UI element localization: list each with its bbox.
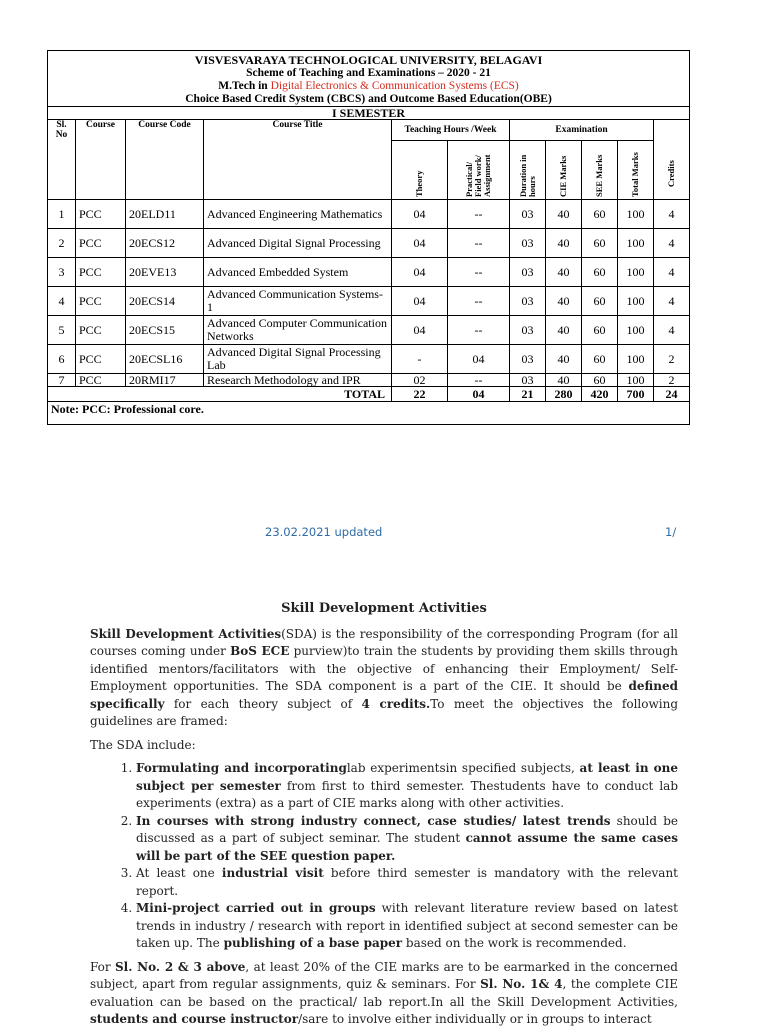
cell-course: PCC <box>76 229 126 258</box>
sda-closing <box>90 959 678 1029</box>
theory-label: Theory <box>414 170 424 197</box>
cell-cie: 40 <box>546 200 582 229</box>
cell-total: 100 <box>618 374 654 387</box>
col-theory <box>392 141 448 200</box>
cell-total: 100 <box>618 200 654 229</box>
text-run: In courses with strong industry connect, case studies/ latest trends <box>136 813 611 828</box>
col-see <box>582 141 618 200</box>
cell-practical: -- <box>448 229 510 258</box>
text-run: before third semester is mandatory with the relevant report. <box>136 866 678 898</box>
col-course-code: Course Code <box>126 120 204 200</box>
cell-total: 100 <box>618 229 654 258</box>
course-row <box>48 229 690 258</box>
text-run: At least one <box>136 866 222 880</box>
total-marks: 700 <box>618 387 654 402</box>
cell-duration: 03 <box>510 229 546 258</box>
cell-see: 60 <box>582 258 618 287</box>
cie-label: CIE Marks <box>558 155 568 197</box>
cell-sl-no: 4 <box>48 287 76 316</box>
text-run: should be discussed as a part of subject seminar. The student <box>136 813 678 845</box>
cell-total: 100 <box>618 345 654 374</box>
cell-sl-no: 7 <box>48 374 76 387</box>
sda-intro <box>90 626 678 731</box>
cell-theory: 04 <box>392 200 448 229</box>
cell-course-code: 20ECS15 <box>126 316 204 345</box>
text-run: cannot assume the same cases will be part of the SEE question paper. <box>136 831 678 863</box>
col-teaching-hours: Teaching Hours /Week <box>392 120 510 141</box>
total-practical: 04 <box>448 387 510 402</box>
cell-credits: 4 <box>654 258 690 287</box>
total-credits: 24 <box>654 387 690 402</box>
text-run: To meet the objectives the following guidelines are framed: <box>90 696 678 728</box>
sda-list-item <box>136 760 678 813</box>
text-run: Mini-project carried out in groups <box>136 901 376 915</box>
text-run: For <box>90 959 116 974</box>
duration-label: Duration in hours <box>517 154 537 197</box>
text-run: (SDA) is the responsibility of the corresponding Program (for all courses coming under <box>90 626 678 658</box>
semester-title: I SEMESTER <box>48 107 690 120</box>
cell-course-code: 20RMI17 <box>126 374 204 387</box>
cell-course-title: Advanced Embedded System <box>204 258 392 287</box>
scheme-title: Scheme of Teaching and Examinations – 2020 - 21 <box>246 67 491 79</box>
text-run: industrial visit <box>221 866 324 880</box>
cell-practical: -- <box>448 287 510 316</box>
col-cie <box>546 141 582 200</box>
cell-cie: 40 <box>546 287 582 316</box>
program-name: Digital Electronics & Communication Systems (ECS) <box>270 80 519 92</box>
text-run: with relevant literature review based on latest trends in industry / research with report in identified subject at second semester can be taken up. The <box>136 901 678 950</box>
text-run: , at least 20% of the CIE marks are to be earmarked in the concerned subject, apart from regular assignments, quiz & seminars. For <box>90 959 678 991</box>
text-run: students and course instructor <box>90 1012 299 1026</box>
cell-practical: 04 <box>448 345 510 374</box>
cell-see: 60 <box>582 374 618 387</box>
see-label: SEE Marks <box>594 154 604 197</box>
sda-list-item <box>136 900 678 953</box>
page-number: 1/ <box>665 525 677 539</box>
col-total <box>618 141 654 200</box>
text-run: defined specifically <box>90 679 678 711</box>
sda-list-item <box>136 865 678 900</box>
cell-course: PCC <box>76 316 126 345</box>
cell-course-title: Advanced Digital Signal Processing Lab <box>204 345 392 374</box>
university-name: VISVESVARAYA TECHNOLOGICAL UNIVERSITY, BELAGAVI <box>194 53 543 67</box>
cell-total: 100 <box>618 316 654 345</box>
cell-course-code: 20ECS12 <box>126 229 204 258</box>
course-rows <box>48 200 690 387</box>
cell-cie: 40 <box>546 316 582 345</box>
text-run: Skill Development Activities <box>90 626 282 641</box>
cell-duration: 03 <box>510 345 546 374</box>
cell-credits: 4 <box>654 229 690 258</box>
cell-duration: 03 <box>510 200 546 229</box>
cell-theory: 04 <box>392 258 448 287</box>
cell-practical: -- <box>448 316 510 345</box>
total-theory: 22 <box>392 387 448 402</box>
course-row <box>48 258 690 287</box>
total-label: Total Marks <box>630 152 640 197</box>
text-run: for each theory subject of <box>164 696 362 711</box>
cell-credits: 4 <box>654 316 690 345</box>
cell-duration: 03 <box>510 374 546 387</box>
update-date: 23.02.2021 updated <box>265 525 383 539</box>
cell-course-code: 20ECSL16 <box>126 345 204 374</box>
text-run: publishing of a base paper <box>223 936 403 950</box>
col-credits <box>654 120 690 200</box>
cell-course: PCC <box>76 258 126 287</box>
text-run: /sare to involve either individually or in groups to interact <box>298 1012 652 1026</box>
cell-cie: 40 <box>546 258 582 287</box>
program-line <box>51 80 686 93</box>
cell-practical: -- <box>448 258 510 287</box>
table-note: Note: PCC: Professional core. <box>48 402 690 425</box>
col-sl-no: Sl. No <box>48 120 76 200</box>
text-run: Formulating and incorporating <box>136 761 347 775</box>
scheme-table <box>47 50 690 425</box>
cell-credits: 4 <box>654 287 690 316</box>
course-row <box>48 200 690 229</box>
cell-theory: 04 <box>392 229 448 258</box>
text-run: purview)to train the students by providing them skills through identified mentors/facilitators with the objective of enhancing their Employment/ Self-Employment opportunities. The SDA component is a part of the CIE. It should be <box>90 644 678 693</box>
cell-credits: 2 <box>654 345 690 374</box>
cell-theory: 04 <box>392 287 448 316</box>
text-run: BoS ECE <box>230 644 290 658</box>
col-duration <box>510 141 546 200</box>
course-row <box>48 374 690 387</box>
program-prefix: M.Tech in <box>218 80 271 92</box>
text-run: from first to third semester. Thestudents have to conduct lab experiments (extra) as a part of CIE marks along with other activities. <box>136 778 678 810</box>
cell-course-code: 20ECS14 <box>126 287 204 316</box>
cell-see: 60 <box>582 200 618 229</box>
cell-credits: 2 <box>654 374 690 387</box>
cell-sl-no: 2 <box>48 229 76 258</box>
cell-cie: 40 <box>546 345 582 374</box>
course-row <box>48 345 690 374</box>
cell-course: PCC <box>76 374 126 387</box>
cell-practical: -- <box>448 374 510 387</box>
scheme-section <box>47 50 689 425</box>
col-practical <box>448 141 510 200</box>
cell-course: PCC <box>76 200 126 229</box>
cell-course-title: Advanced Computer Communication Networks <box>204 316 392 345</box>
cell-course: PCC <box>76 345 126 374</box>
cell-duration: 03 <box>510 287 546 316</box>
cell-course-title: Research Methodology and IPR <box>204 374 392 387</box>
col-course-title: Course Title <box>204 120 392 200</box>
cell-theory: - <box>392 345 448 374</box>
total-see: 420 <box>582 387 618 402</box>
text-run: , the complete CIE evaluation can be based on the practical/ lab report.In all the Skill Development Activities, <box>90 977 678 1009</box>
cell-practical: -- <box>448 200 510 229</box>
practical-label: Practical/ Field work/ Assignment <box>464 154 492 197</box>
text-run: 4 credits. <box>361 696 431 711</box>
cell-course-code: 20ELD11 <box>126 200 204 229</box>
text-run: based on the work is recommended. <box>402 936 627 950</box>
cell-see: 60 <box>582 345 618 374</box>
cell-cie: 40 <box>546 229 582 258</box>
text-run: Sl. No. 1& 4 <box>480 977 563 991</box>
cell-total: 100 <box>618 287 654 316</box>
cell-course-title: Advanced Digital Signal Processing <box>204 229 392 258</box>
col-course: Course <box>76 120 126 200</box>
cell-see: 60 <box>582 316 618 345</box>
text-run: lab experimentsin specified subjects, <box>346 761 580 775</box>
cell-theory: 04 <box>392 316 448 345</box>
course-row <box>48 287 690 316</box>
col-examination: Examination <box>510 120 654 141</box>
cell-course-title: Advanced Communication Systems-1 <box>204 287 392 316</box>
cell-course-title: Advanced Engineering Mathematics <box>204 200 392 229</box>
cell-sl-no: 6 <box>48 345 76 374</box>
cell-duration: 03 <box>510 258 546 287</box>
cell-sl-no: 5 <box>48 316 76 345</box>
credits-label: Credits <box>666 159 677 187</box>
sda-section <box>90 600 678 1035</box>
total-row <box>48 387 690 402</box>
table-header <box>48 51 690 107</box>
cell-see: 60 <box>582 229 618 258</box>
cell-cie: 40 <box>546 374 582 387</box>
sda-title: Skill Development Activities <box>281 601 487 616</box>
sda-include-label: The SDA include: <box>90 737 196 752</box>
sda-list-item <box>136 813 678 866</box>
text-run: at least in one subject per semester <box>136 761 679 793</box>
total-duration: 21 <box>510 387 546 402</box>
cell-duration: 03 <box>510 316 546 345</box>
cell-credits: 4 <box>654 200 690 229</box>
cell-sl-no: 3 <box>48 258 76 287</box>
cell-course: PCC <box>76 287 126 316</box>
credit-system: Choice Based Credit System (CBCS) and Outcome Based Education(OBE) <box>185 93 552 105</box>
cell-course-code: 20EVE13 <box>126 258 204 287</box>
total-label-cell: TOTAL <box>48 387 392 402</box>
cell-total: 100 <box>618 258 654 287</box>
cell-see: 60 <box>582 287 618 316</box>
total-cie: 280 <box>546 387 582 402</box>
text-run: Sl. No. 2 & 3 above <box>115 959 246 974</box>
course-row <box>48 316 690 345</box>
sda-list <box>90 760 678 953</box>
cell-sl-no: 1 <box>48 200 76 229</box>
cell-theory: 02 <box>392 374 448 387</box>
